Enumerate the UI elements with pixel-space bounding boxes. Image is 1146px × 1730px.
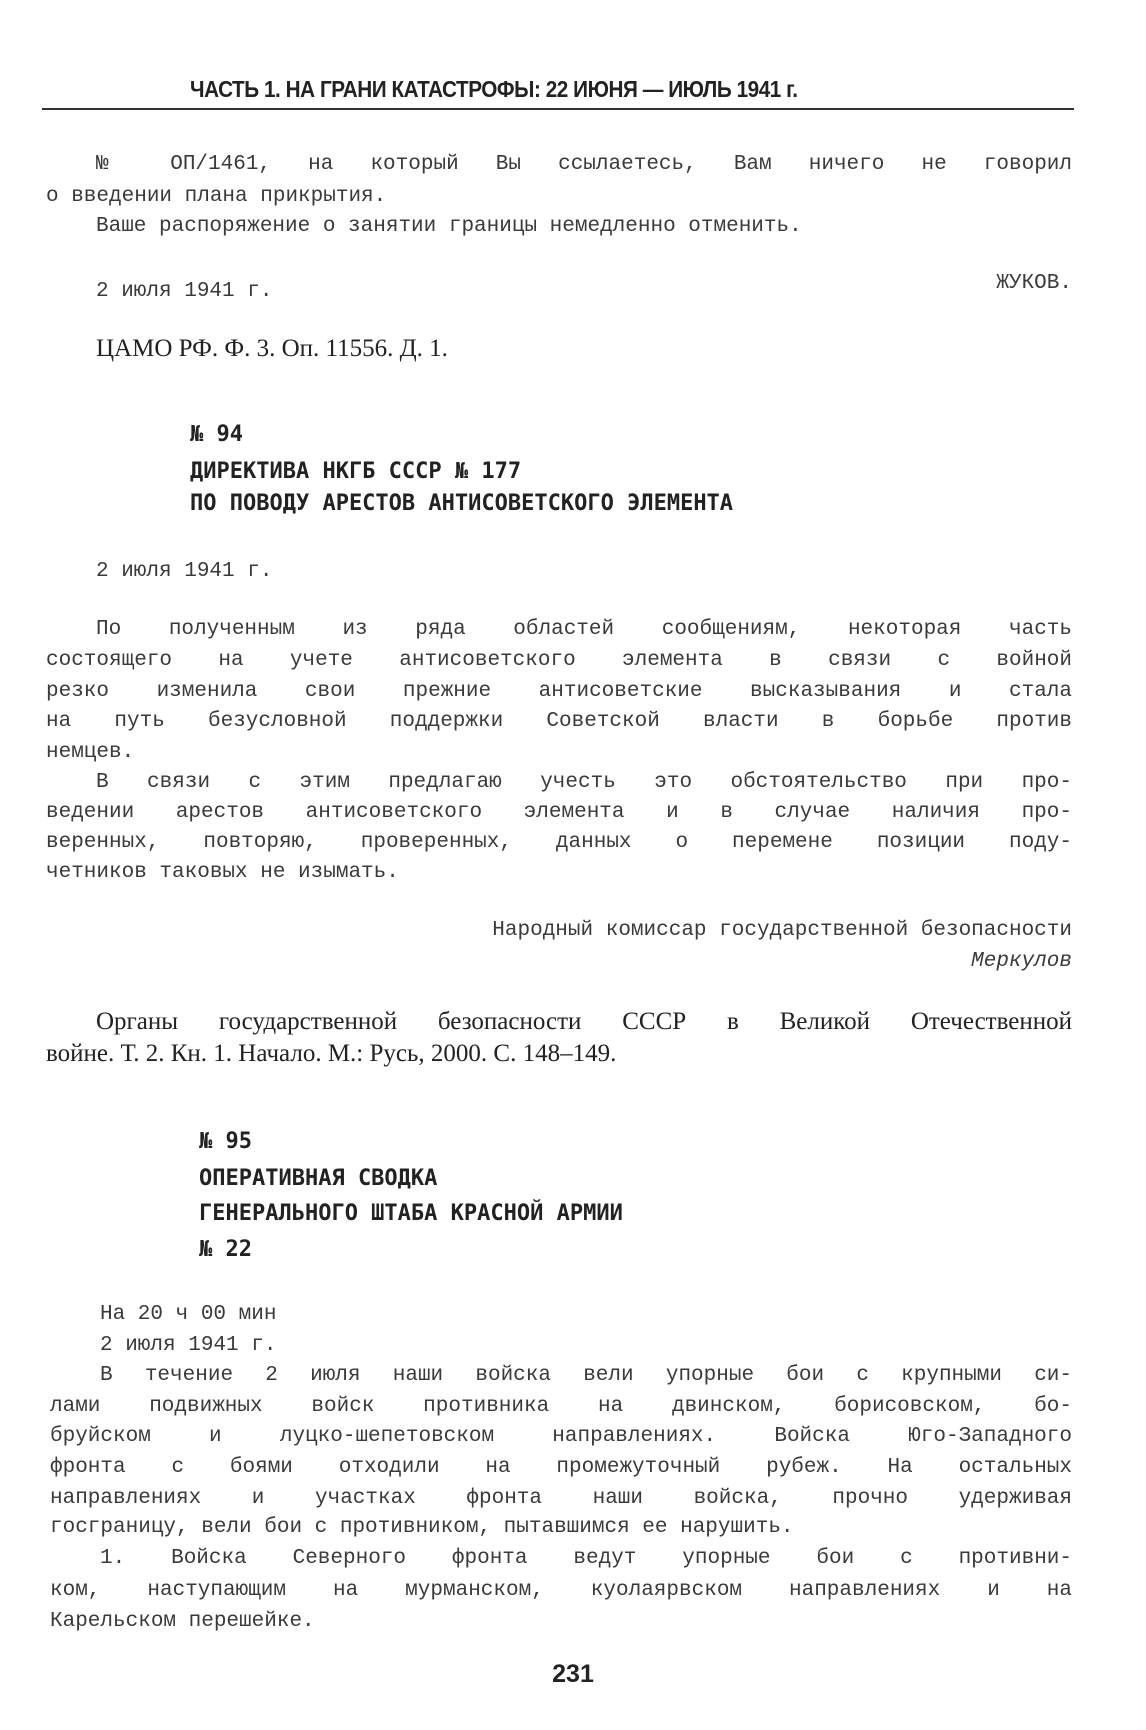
text-line: 1. Войска Северного фронта ведут упорные бои с противни- bbox=[100, 1547, 1072, 1570]
text-line: направлениях и участках фронта наши войска, прочно удерживая bbox=[50, 1487, 1072, 1510]
document-title-line: ДИРЕКТИВА НКГБ СССР № 177 bbox=[190, 459, 522, 484]
report-time: На 20 ч 00 мин bbox=[100, 1303, 277, 1326]
text-line: лами подвижных войск противника на двинском, борисовском, бо- bbox=[50, 1395, 1072, 1418]
document-date: 2 июля 1941 г. bbox=[100, 1334, 277, 1357]
document-date: 2 июля 1941 г. bbox=[96, 560, 273, 583]
text-line: В связи с этим предлагаю учесть это обстоятельство при про- bbox=[96, 771, 1072, 794]
source-line: войне. Т. 2. Кн. 1. Начало. М.: Русь, 2000. С. 148–149. bbox=[46, 1040, 617, 1067]
archive-source: ЦАМО РФ. Ф. 3. Оп. 11556. Д. 1. bbox=[96, 335, 448, 362]
signer-title: Народный комиссар государственной безопасности bbox=[492, 919, 1072, 942]
document-title-line: № 22 bbox=[199, 1237, 252, 1262]
text-line: В течение 2 июля наши войска вели упорные бои с крупными си- bbox=[100, 1364, 1072, 1387]
signer-name: Меркулов bbox=[971, 950, 1072, 973]
page-number: 231 bbox=[552, 1660, 594, 1688]
header-rule bbox=[42, 108, 1074, 110]
text-line: Ваше распоряжение о занятии границы немедленно отменить. bbox=[96, 215, 802, 238]
document-date: 2 июля 1941 г. bbox=[96, 280, 273, 303]
document-title-line: ОПЕРАТИВНАЯ СВОДКА bbox=[199, 1166, 438, 1191]
text-line: № ОП/1461, на который Вы ссылаетесь, Вам ничего не говорил bbox=[96, 153, 1072, 176]
document-title-line: ПО ПОВОДУ АРЕСТОВ АНТИСОВЕТСКОГО ЭЛЕМЕНТА bbox=[190, 491, 734, 516]
text-line: бруйском и луцко-шепетовском направлениях. Войска Юго-Западного bbox=[50, 1425, 1072, 1448]
signature: ЖУКОВ. bbox=[996, 272, 1072, 295]
text-line: По полученным из ряда областей сообщениям, некоторая часть bbox=[96, 618, 1072, 641]
text-line: Карельском перешейке. bbox=[50, 1610, 315, 1633]
text-line: фронта с боями отходили на промежуточный рубеж. На остальных bbox=[50, 1456, 1072, 1479]
text-line: на путь безусловной поддержки Советской власти в борьбе против bbox=[46, 710, 1072, 733]
text-line: о введении плана прикрытия. bbox=[46, 185, 387, 208]
document-number: № 95 bbox=[199, 1129, 252, 1154]
text-line: резко изменила свои прежние антисоветские высказывания и стала bbox=[46, 680, 1072, 703]
running-header: ЧАСТЬ 1. НА ГРАНИ КАТАСТРОФЫ: 22 ИЮНЯ — ИЮЛЬ 1941 г. bbox=[190, 76, 798, 102]
document-title-line: ГЕНЕРАЛЬНОГО ШТАБА КРАСНОЙ АРМИИ bbox=[199, 1201, 623, 1226]
text-line: четников таковых не изымать. bbox=[46, 861, 399, 884]
text-line: ком, наступающим на мурманском, куолаярвском направлениях и на bbox=[50, 1579, 1072, 1602]
text-line: немцев. bbox=[46, 741, 135, 764]
text-line: госграницу, вели бои с противником, пытавшимся ее нарушить. bbox=[50, 1516, 794, 1539]
document-number: № 94 bbox=[190, 422, 243, 447]
text-line: состоящего на учете антисоветского элемента в связи с войной bbox=[46, 649, 1072, 672]
text-line: веренных, повторяю, проверенных, данных о перемене позиции поду- bbox=[46, 831, 1072, 854]
source-line: Органы государственной безопасности СССР в Великой Отечественной bbox=[96, 1008, 1072, 1035]
text-line: ведении арестов антисоветского элемента и в случае наличия про- bbox=[46, 801, 1072, 824]
